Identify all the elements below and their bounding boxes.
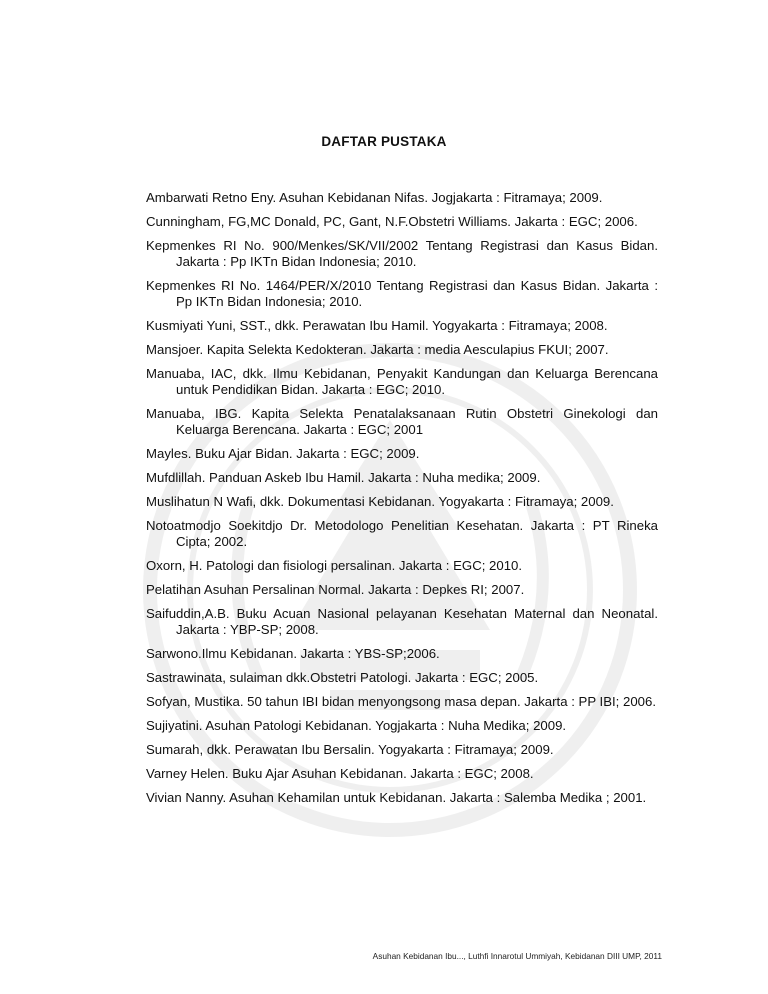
reference-item: Ambarwati Retno Eny. Asuhan Kebidanan Nifas. Jogjakarta : Fitramaya; 2009. [146, 190, 603, 205]
page-title: DAFTAR PUSTAKA [321, 134, 447, 149]
reference-item: Mayles. Buku Ajar Bidan. Jakarta : EGC; 2009. [146, 446, 420, 461]
reference-item: Pelatihan Asuhan Persalinan Normal. Jakarta : Depkes RI; 2007. [146, 582, 525, 597]
reference-list [146, 190, 658, 814]
reference-item: Saifuddin,A.B. Buku Acuan Nasional pelayanan Kesehatan Maternal dan Neonatal. Jakarta : YBP-SP; 2008. [146, 606, 658, 637]
page-footer: Asuhan Kebidanan Ibu..., Luthfi Innarotul Ummiyah, Kebidanan DIII UMP, 2011 [372, 951, 662, 961]
reference-item: Oxorn, H. Patologi dan fisiologi persalinan. Jakarta : EGC; 2010. [146, 558, 523, 573]
reference-item: Sastrawinata, sulaiman dkk.Obstetri Patologi. Jakarta : EGC; 2005. [146, 670, 539, 685]
reference-item: Kusmiyati Yuni, SST., dkk. Perawatan Ibu Hamil. Yogyakarta : Fitramaya; 2008. [146, 318, 608, 333]
reference-item: Kepmenkes RI No. 1464/PER/X/2010 Tentang Registrasi dan Kasus Bidan. Jakarta : Pp IKTn Bidan Indonesia; 2010. [146, 278, 658, 309]
reference-item: Varney Helen. Buku Ajar Asuhan Kebidanan. Jakarta : EGC; 2008. [146, 766, 534, 781]
reference-item: Muslihatun N Wafi, dkk. Dokumentasi Kebidanan. Yogyakarta : Fitramaya; 2009. [146, 494, 614, 509]
reference-item: Sarwono.Ilmu Kebidanan. Jakarta : YBS-SP;2006. [146, 646, 440, 661]
reference-item: Manuaba, IAC, dkk. Ilmu Kebidanan, Penyakit Kandungan dan Keluarga Berencana untuk Pendidikan Bidan. Jakarta : EGC; 2010. [146, 366, 658, 397]
reference-item: Manuaba, IBG. Kapita Selekta Penatalaksanaan Rutin Obstetri Ginekologi dan Keluarga Berencana. Jakarta : EGC; 2001 [146, 406, 658, 437]
reference-item: Sumarah, dkk. Perawatan Ibu Bersalin. Yogyakarta : Fitramaya; 2009. [146, 742, 554, 757]
reference-item: Sujiyatini. Asuhan Patologi Kebidanan. Yogjakarta : Nuha Medika; 2009. [146, 718, 567, 733]
reference-item: Vivian Nanny. Asuhan Kehamilan untuk Kebidanan. Jakarta : Salemba Medika ; 2001. [146, 790, 647, 805]
reference-item: Cunningham, FG,MC Donald, PC, Gant, N.F.Obstetri Williams. Jakarta : EGC; 2006. [146, 214, 638, 229]
reference-item: Mufdlillah. Panduan Askeb Ibu Hamil. Jakarta : Nuha medika; 2009. [146, 470, 541, 485]
reference-item: Mansjoer. Kapita Selekta Kedokteran. Jakarta : media Aesculapius FKUI; 2007. [146, 342, 609, 357]
reference-item: Sofyan, Mustika. 50 tahun IBI bidan menyongsong masa depan. Jakarta : PP IBI; 2006. [146, 694, 656, 709]
reference-item: Notoatmodjo Soekitdjo Dr. Metodologo Penelitian Kesehatan. Jakarta : PT Rineka Cipta; 2002. [146, 518, 658, 549]
reference-item: Kepmenkes RI No. 900/Menkes/SK/VII/2002 Tentang Registrasi dan Kasus Bidan. Jakarta : Pp IKTn Bidan Indonesia; 2010. [146, 238, 658, 269]
